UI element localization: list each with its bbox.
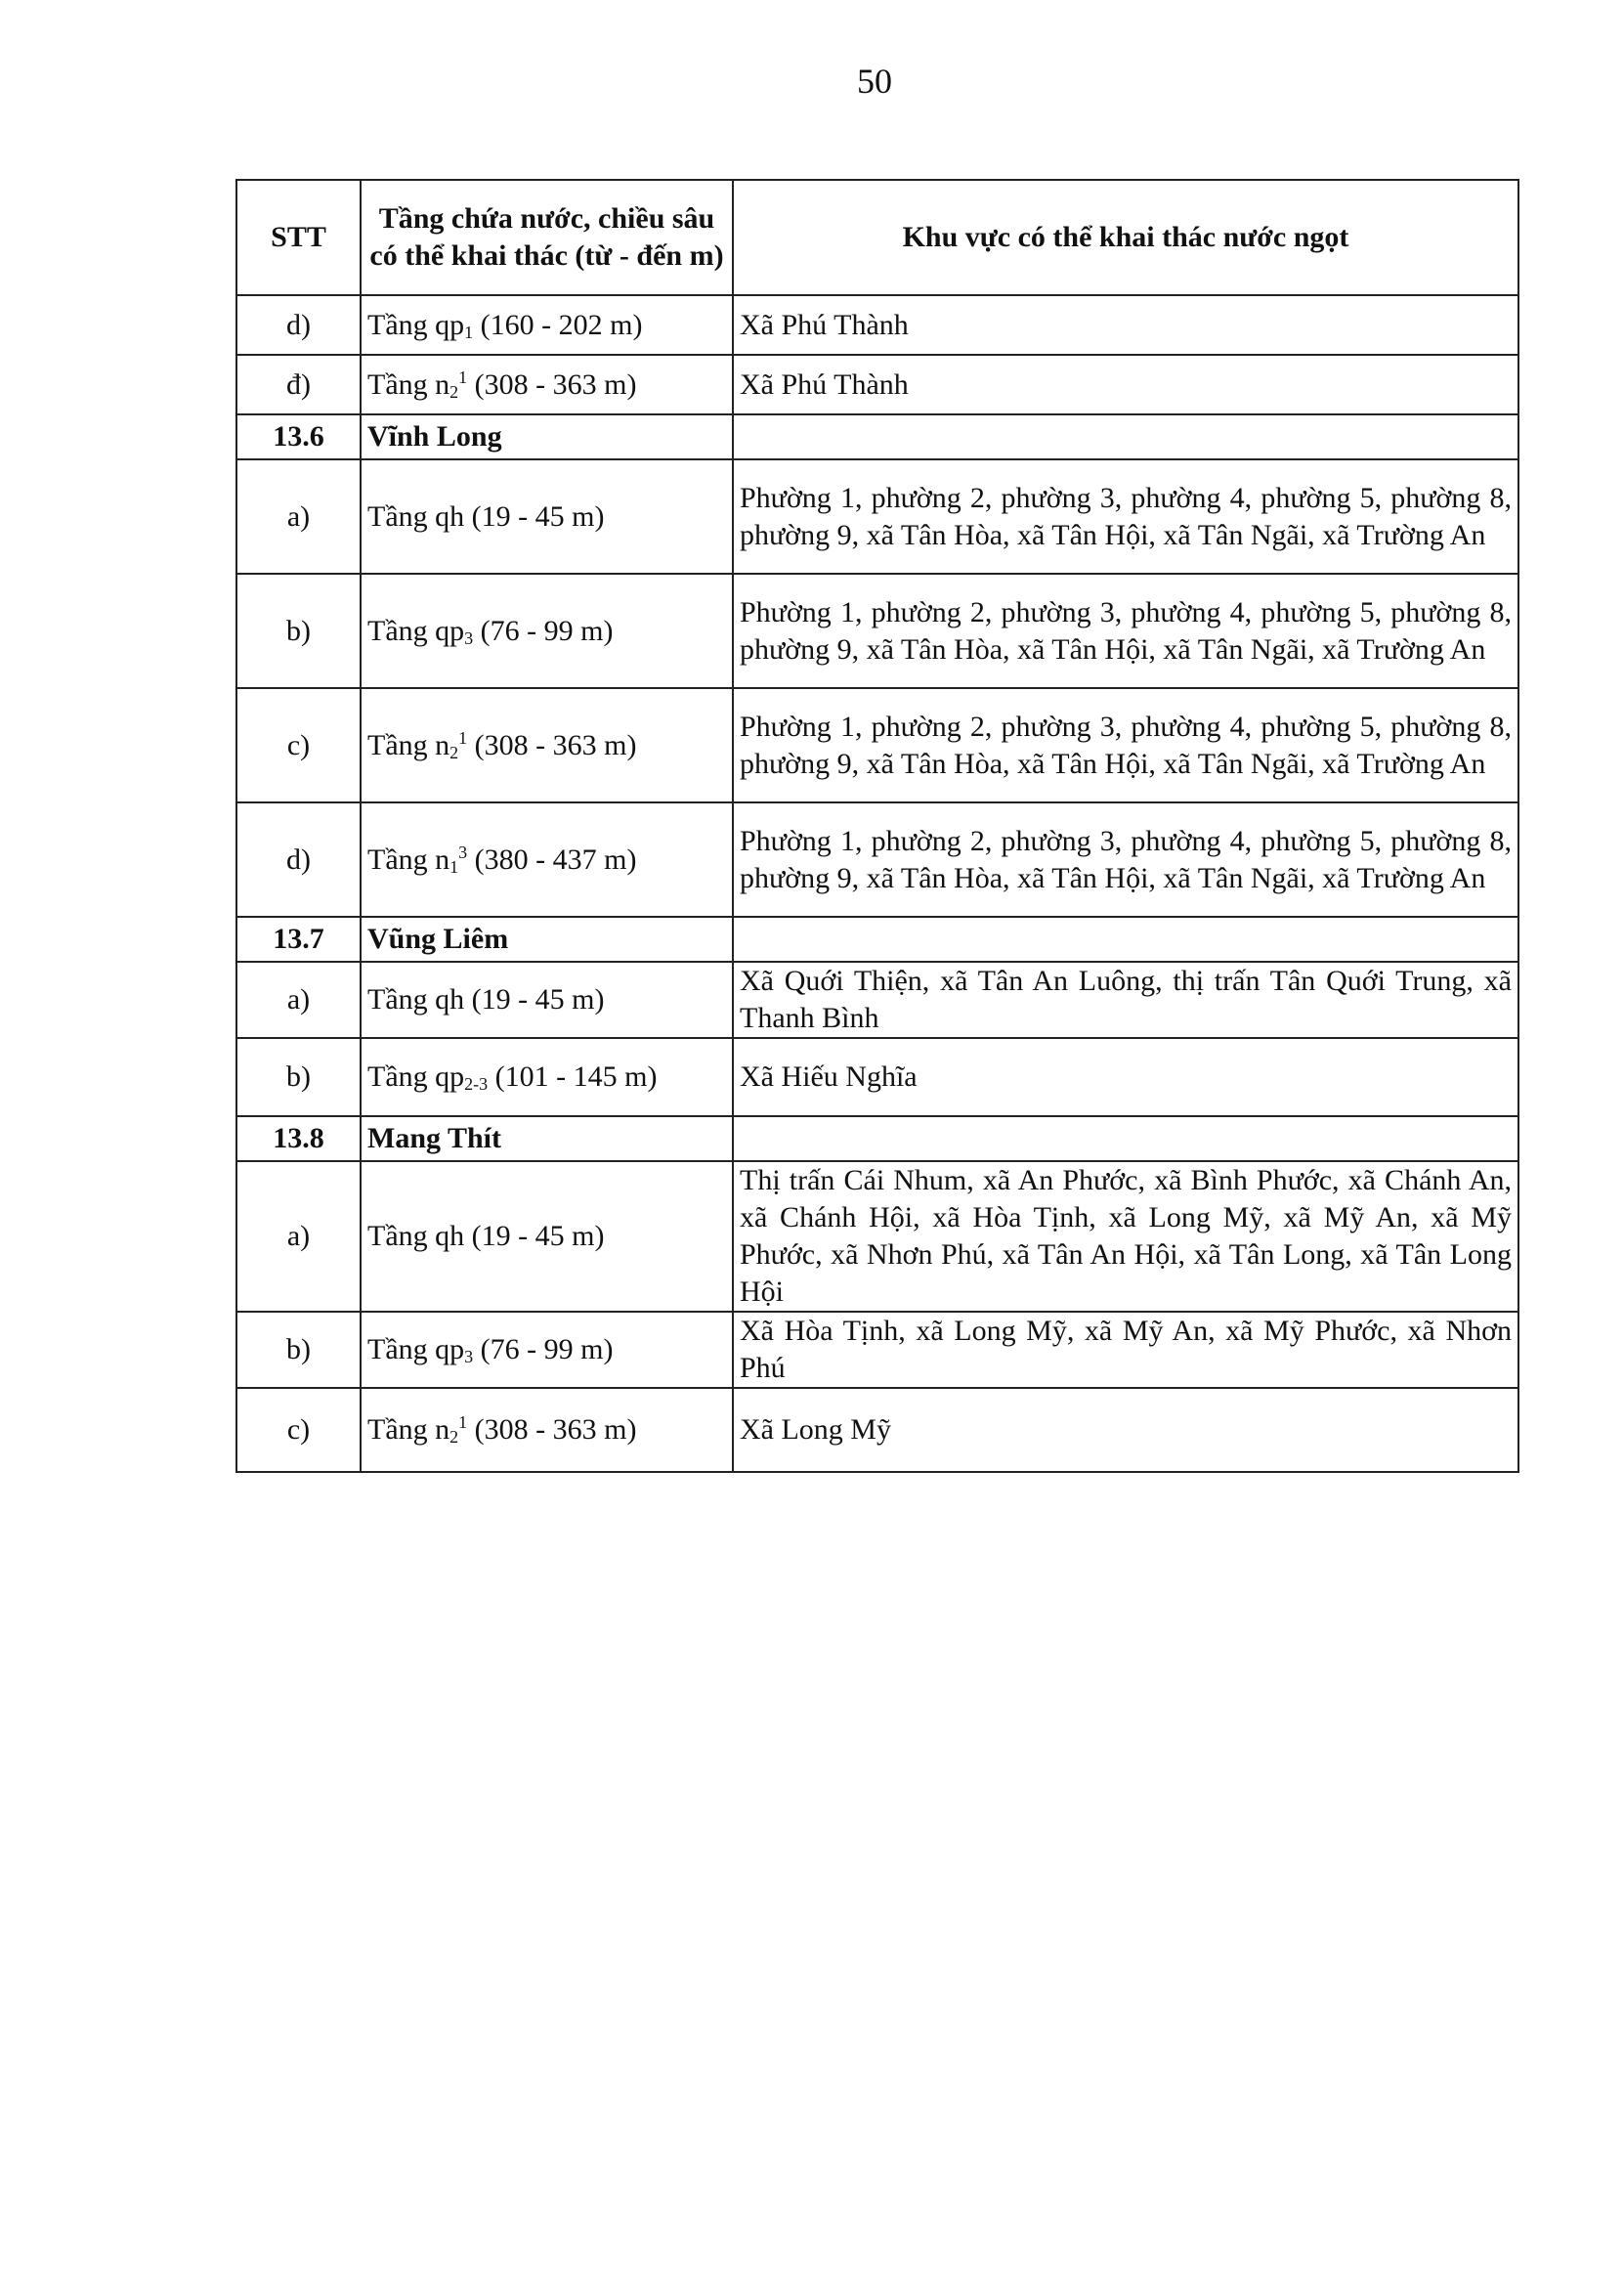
layer-depth: (19 - 45 m) bbox=[464, 499, 605, 533]
row-area: Thị trấn Cái Nhum, xã An Phước, xã Bình Phước, xã Chánh An, xã Chánh Hội, xã Hòa Tịnh, xã Long Mỹ, xã Mỹ An, xã Mỹ Phước, xã Nhơn Phú, xã Tân An Hội, xã Tân Long, xã Tân Long Hội bbox=[733, 1161, 1518, 1312]
row-stt: d) bbox=[236, 295, 361, 355]
row-stt: d) bbox=[236, 802, 361, 917]
layer-name: Tầng qp bbox=[367, 1333, 465, 1365]
layer-subscript: 3 bbox=[464, 627, 474, 648]
layer-name: Tầng qh bbox=[367, 983, 465, 1016]
layer-depth: (19 - 45 m) bbox=[464, 1220, 605, 1252]
row-stt: a) bbox=[236, 459, 361, 574]
table-row bbox=[236, 1038, 1518, 1116]
layer-subscript: 1 bbox=[464, 322, 474, 342]
layer-superscript: 3 bbox=[458, 842, 468, 862]
layer-subscript: 3 bbox=[464, 1347, 474, 1366]
row-layer bbox=[361, 688, 733, 802]
row-stt: b) bbox=[236, 1312, 361, 1388]
table-body bbox=[236, 295, 1518, 1472]
group-name: Vĩnh Long bbox=[361, 414, 733, 459]
row-area: Xã Hòa Tịnh, xã Long Mỹ, xã Mỹ An, xã Mỹ Phước, xã Nhơn Phú bbox=[733, 1312, 1518, 1388]
table-row bbox=[236, 802, 1518, 917]
layer-depth: (160 - 202 m) bbox=[473, 308, 643, 341]
layer-superscript: 1 bbox=[458, 367, 468, 387]
layer-superscript: 1 bbox=[458, 1412, 468, 1432]
layer-depth: (308 - 363 m) bbox=[467, 368, 637, 401]
layer-name: Tầng n bbox=[367, 728, 450, 761]
table-row bbox=[236, 1161, 1518, 1312]
layer-subscript: 1 bbox=[449, 856, 459, 877]
group-area-empty bbox=[733, 1116, 1518, 1161]
row-layer bbox=[361, 962, 733, 1038]
layer-name: Tầng n bbox=[367, 843, 450, 876]
header-layer: Tầng chứa nước, chiều sâu có thể khai thác (từ - đến m) bbox=[361, 180, 733, 295]
layer-name: Tầng qh bbox=[367, 499, 465, 533]
row-layer bbox=[361, 1038, 733, 1116]
row-area: Xã Long Mỹ bbox=[733, 1388, 1518, 1472]
group-name: Vũng Liêm bbox=[361, 917, 733, 962]
layer-depth: (380 - 437 m) bbox=[467, 843, 637, 876]
group-number: 13.7 bbox=[236, 917, 361, 962]
row-layer bbox=[361, 295, 733, 355]
layer-name: Tầng qp bbox=[367, 614, 465, 647]
layer-superscript: 1 bbox=[458, 727, 468, 748]
row-stt: a) bbox=[236, 1161, 361, 1312]
layer-name: Tầng qp bbox=[367, 308, 465, 341]
layer-subscript: 2-3 bbox=[464, 1074, 489, 1094]
row-stt: a) bbox=[236, 962, 361, 1038]
layer-subscript: 2 bbox=[449, 381, 459, 402]
row-area: Xã Hiếu Nghĩa bbox=[733, 1038, 1518, 1116]
table-row bbox=[236, 459, 1518, 574]
page-number: 50 bbox=[857, 62, 892, 101]
table-row bbox=[236, 1312, 1518, 1388]
group-number: 13.8 bbox=[236, 1116, 361, 1161]
row-layer bbox=[361, 459, 733, 574]
row-stt: c) bbox=[236, 688, 361, 802]
layer-depth: (19 - 45 m) bbox=[464, 983, 605, 1016]
group-number: 13.6 bbox=[236, 414, 361, 459]
layer-name: Tầng qp bbox=[367, 1060, 465, 1093]
row-area: Phường 1, phường 2, phường 3, phường 4, phường 5, phường 8, phường 9, xã Tân Hòa, xã Tân Hội, xã Tân Ngãi, xã Trường An bbox=[733, 688, 1518, 802]
group-area-empty bbox=[733, 917, 1518, 962]
row-stt: đ) bbox=[236, 355, 361, 414]
table-row bbox=[236, 295, 1518, 355]
row-area: Phường 1, phường 2, phường 3, phường 4, phường 5, phường 8, phường 9, xã Tân Hòa, xã Tân Hội, xã Tân Ngãi, xã Trường An bbox=[733, 459, 1518, 574]
layer-name: Tầng n bbox=[367, 368, 450, 401]
header-area: Khu vực có thể khai thác nước ngọt bbox=[733, 180, 1518, 295]
row-area: Xã Quới Thiện, xã Tân An Luông, thị trấn Tân Quới Trung, xã Thanh Bình bbox=[733, 962, 1518, 1038]
group-area-empty bbox=[733, 414, 1518, 459]
row-area: Xã Phú Thành bbox=[733, 355, 1518, 414]
layer-depth: (308 - 363 m) bbox=[467, 1413, 637, 1446]
row-area: Xã Phú Thành bbox=[733, 295, 1518, 355]
table-row bbox=[236, 962, 1518, 1038]
row-layer bbox=[361, 802, 733, 917]
row-layer bbox=[361, 1388, 733, 1472]
row-area: Phường 1, phường 2, phường 3, phường 4, phường 5, phường 8, phường 9, xã Tân Hòa, xã Tân Hội, xã Tân Ngãi, xã Trường An bbox=[733, 574, 1518, 688]
aquifer-table-container bbox=[235, 179, 1519, 1473]
header-stt: STT bbox=[236, 180, 361, 295]
layer-subscript: 2 bbox=[449, 742, 459, 762]
table-row bbox=[236, 574, 1518, 688]
row-stt: c) bbox=[236, 1388, 361, 1472]
table-row bbox=[236, 688, 1518, 802]
aquifer-table bbox=[235, 179, 1519, 1473]
group-name: Mang Thít bbox=[361, 1116, 733, 1161]
table-group-row bbox=[236, 1116, 1518, 1161]
table-header-row bbox=[236, 180, 1518, 295]
row-stt: b) bbox=[236, 1038, 361, 1116]
row-layer bbox=[361, 1161, 733, 1312]
layer-depth: (76 - 99 m) bbox=[473, 614, 614, 647]
layer-name: Tầng qh bbox=[367, 1220, 465, 1252]
layer-depth: (101 - 145 m) bbox=[488, 1060, 658, 1093]
row-layer bbox=[361, 574, 733, 688]
layer-subscript: 2 bbox=[449, 1427, 459, 1447]
row-area: Phường 1, phường 2, phường 3, phường 4, phường 5, phường 8, phường 9, xã Tân Hòa, xã Tân Hội, xã Tân Ngãi, xã Trường An bbox=[733, 802, 1518, 917]
row-layer bbox=[361, 355, 733, 414]
table-group-row bbox=[236, 917, 1518, 962]
row-layer bbox=[361, 1312, 733, 1388]
layer-name: Tầng n bbox=[367, 1413, 450, 1446]
table-row bbox=[236, 1388, 1518, 1472]
layer-depth: (308 - 363 m) bbox=[467, 728, 637, 761]
table-row bbox=[236, 355, 1518, 414]
row-stt: b) bbox=[236, 574, 361, 688]
layer-depth: (76 - 99 m) bbox=[473, 1333, 614, 1365]
table-group-row bbox=[236, 414, 1518, 459]
